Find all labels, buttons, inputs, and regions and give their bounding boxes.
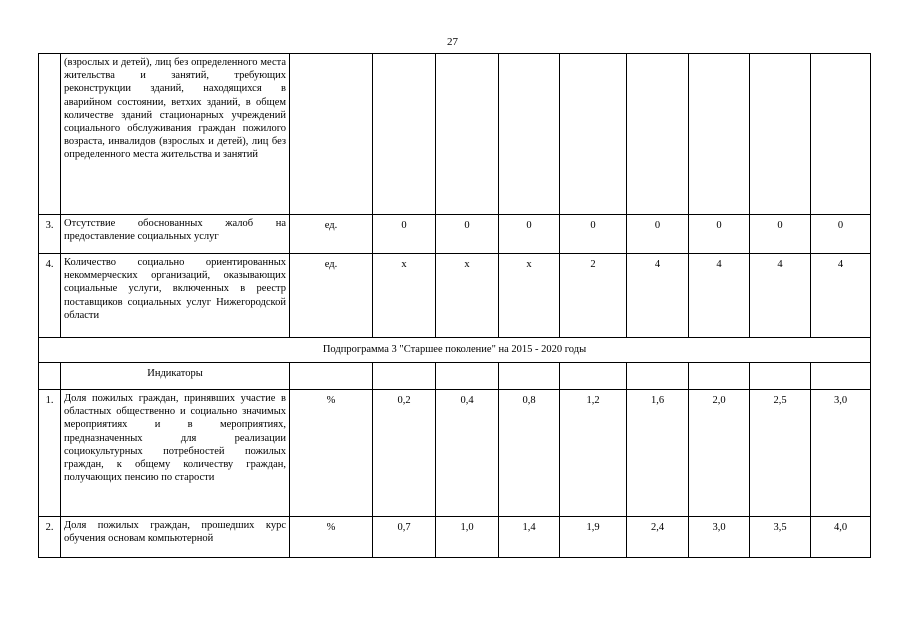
row-description: Доля пожилых граждан, принявших участие в областных общественно и социально значимых мероприятиях и в мероприятиях, предназначенных для реализации социокультурных потребностей пожилых граждан, к общему количеству граждан, получающих пенсию по старости [61,390,290,517]
row-value: x [436,254,499,338]
row-value [811,54,871,215]
table-row [39,215,871,254]
row-value: 3,0 [689,517,750,558]
row-value: 4 [627,254,689,338]
row-unit [290,54,373,215]
table-row [39,390,871,517]
row-value: 0,4 [436,390,499,517]
row-value: 0 [499,215,560,254]
row-value: 1,9 [560,517,627,558]
row-value: 4 [750,254,811,338]
row-unit: ед. [290,254,373,338]
row-value [627,54,689,215]
row-value: 0 [436,215,499,254]
row-value: 0 [689,215,750,254]
row-description: Количество социально ориентированных некоммерческих организаций, оказывающих социальные услуги, включенных в реестр поставщиков социальных услуг Нижегородской области [61,254,290,338]
row-value: 0 [811,215,871,254]
empty-cell [811,363,871,390]
row-value: 0,7 [373,517,436,558]
empty-cell [39,363,61,390]
row-value [499,54,560,215]
row-number [39,54,61,215]
row-value: 2,0 [689,390,750,517]
row-number: 3. [39,215,61,254]
row-value: 4 [689,254,750,338]
row-number: 2. [39,517,61,558]
row-number: 4. [39,254,61,338]
row-unit: ед. [290,215,373,254]
row-value: 4,0 [811,517,871,558]
table-row [39,254,871,338]
row-value: 2,5 [750,390,811,517]
row-value [373,54,436,215]
row-value: 1,2 [560,390,627,517]
row-value: x [373,254,436,338]
empty-cell [373,363,436,390]
empty-cell [499,363,560,390]
row-value [689,54,750,215]
table-row [39,54,871,215]
row-value: 0,2 [373,390,436,517]
row-value: 3,0 [811,390,871,517]
indicators-table [38,53,871,558]
row-value: 2,4 [627,517,689,558]
row-value: 0 [627,215,689,254]
row-description: Отсутствие обоснованных жалоб на предоставление социальных услуг [61,215,290,254]
row-value: 0,8 [499,390,560,517]
row-unit: % [290,517,373,558]
row-value: 0 [750,215,811,254]
empty-cell [689,363,750,390]
section-row [39,338,871,363]
row-description: Доля пожилых граждан, прошедших курс обучения основам компьютерной [61,517,290,558]
indicators-label: Индикаторы [61,363,290,390]
section-title: Подпрограмма 3 "Старшее поколение" на 2015 - 2020 годы [39,338,871,363]
empty-cell [436,363,499,390]
row-value: 3,5 [750,517,811,558]
table-row [39,517,871,558]
row-value: 2 [560,254,627,338]
empty-cell [750,363,811,390]
row-value [750,54,811,215]
row-value: 0 [373,215,436,254]
empty-cell [290,363,373,390]
row-value: x [499,254,560,338]
page-number: 27 [447,36,458,48]
row-value: 1,0 [436,517,499,558]
row-value [436,54,499,215]
row-value: 1,4 [499,517,560,558]
row-number: 1. [39,390,61,517]
table-row [39,363,871,390]
row-value: 4 [811,254,871,338]
row-unit: % [290,390,373,517]
row-value: 0 [560,215,627,254]
row-description: (взрослых и детей), лиц без определенного места жительства и занятий, требующих реконструкции зданий, находящихся в аварийном состоянии, ветхих зданий, в общем количестве зданий стационарных учреждений социального обслуживания граждан пожилого возраста, инвалидов (взрослых и детей), лиц без определенного места жительства и занятий [61,54,290,215]
empty-cell [627,363,689,390]
row-value [560,54,627,215]
empty-cell [560,363,627,390]
row-value: 1,6 [627,390,689,517]
